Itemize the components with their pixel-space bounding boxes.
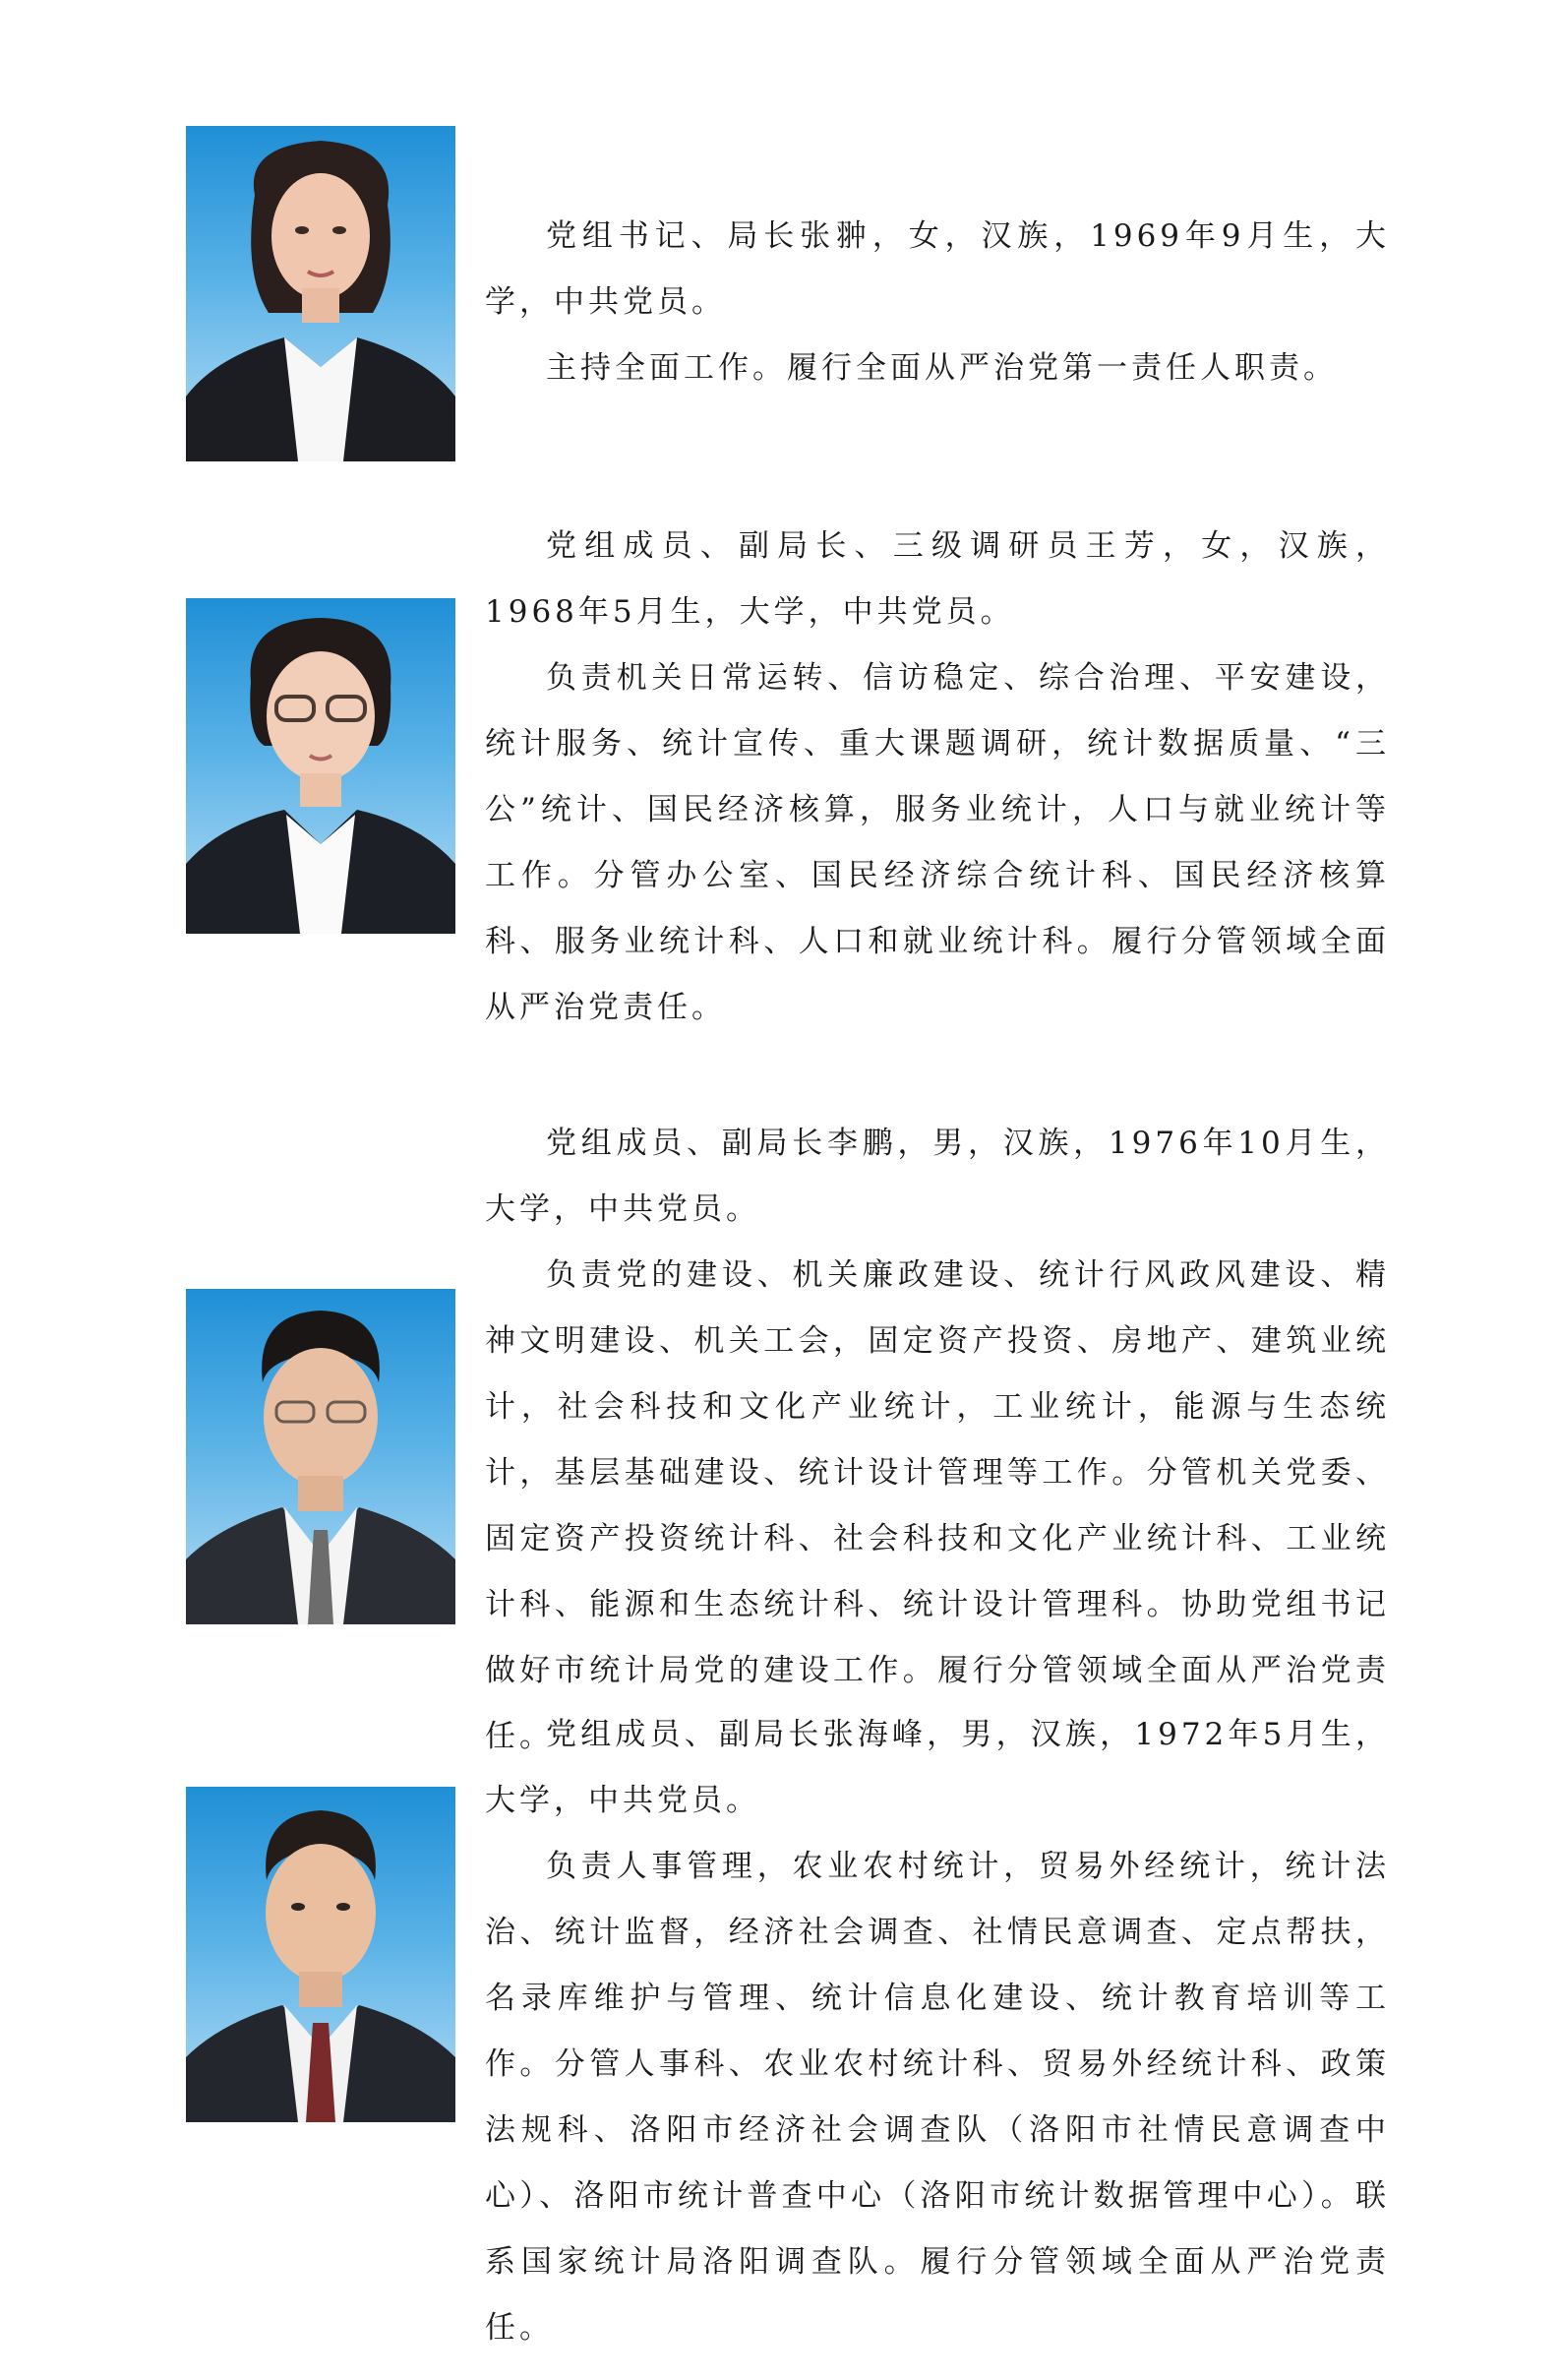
portrait-woman-glasses-icon: [186, 598, 455, 934]
profile-text-1: [485, 204, 1390, 401]
portrait-photo-4: [186, 1787, 455, 2122]
portrait-man-icon: [186, 1787, 455, 2122]
profile-text-4: [485, 1702, 1390, 2361]
profile-bio: 党组书记、局长张翀，女，汉族，1969年9月生，大学，中共党员。: [485, 218, 1390, 320]
profile-duties: 主持全面工作。履行全面从严治党第一责任人职责。: [546, 350, 1338, 386]
profile-duties: 负责人事管理，农业农村统计，贸易外经统计，统计法治、统计监督，经济社会调查、社情民意调查、定点帮扶，名录库维护与管理、统计信息化建设、统计教育培训等工作。分管人事科、农业农村统计科、贸易外经统计科、政策法规科、洛阳市经济社会调查队（洛阳市社情民意调查中心）、洛阳市统计普查中心（洛阳市统计数据管理中心）。联系国家统计局洛阳调查队。履行分管领域全面从严治党责任。: [485, 1849, 1390, 2346]
profile-bio: 党组成员、副局长张海峰，男，汉族，1972年5月生，大学，中共党员。: [485, 1717, 1390, 1818]
portrait-photo-3: [186, 1289, 455, 1624]
portrait-photo-2: [186, 598, 455, 934]
portrait-man-glasses-icon: [186, 1289, 455, 1624]
profile-duties: 负责机关日常运转、信访稳定、综合治理、平安建设，统计服务、统计宣传、重大课题调研，统计数据质量、“三公”统计、国民经济核算，服务业统计，人口与就业统计等工作。分管办公室、国民经济综合统计科、国民经济核算科、服务业统计科、人口和就业统计科。履行分管领域全面从严治党责任。: [485, 660, 1390, 1025]
portrait-woman-icon: [186, 126, 455, 461]
profile-bio: 党组成员、副局长李鹏，男，汉族，1976年10月生，大学，中共党员。: [485, 1126, 1390, 1227]
profile-duties: 负责党的建设、机关廉政建设、统计行风政风建设、精神文明建设、机关工会，固定资产投资、房地产、建筑业统计，社会科技和文化产业统计，工业统计，能源与生态统计，基层基础建设、统计设计管理等工作。分管机关党委、固定资产投资统计科、社会科技和文化产业统计科、工业统计科、能源和生态统计科、统计设计管理科。协助党组书记做好市统计局党的建设工作。履行分管领域全面从严治党责任。: [485, 1257, 1390, 1754]
profile-text-2: [485, 514, 1390, 1041]
profile-text-3: [485, 1111, 1390, 1770]
profile-bio: 党组成员、副局长、三级调研员王芳，女，汉族，1968年5月生，大学，中共党员。: [485, 528, 1390, 630]
portrait-photo-1: [186, 126, 455, 461]
